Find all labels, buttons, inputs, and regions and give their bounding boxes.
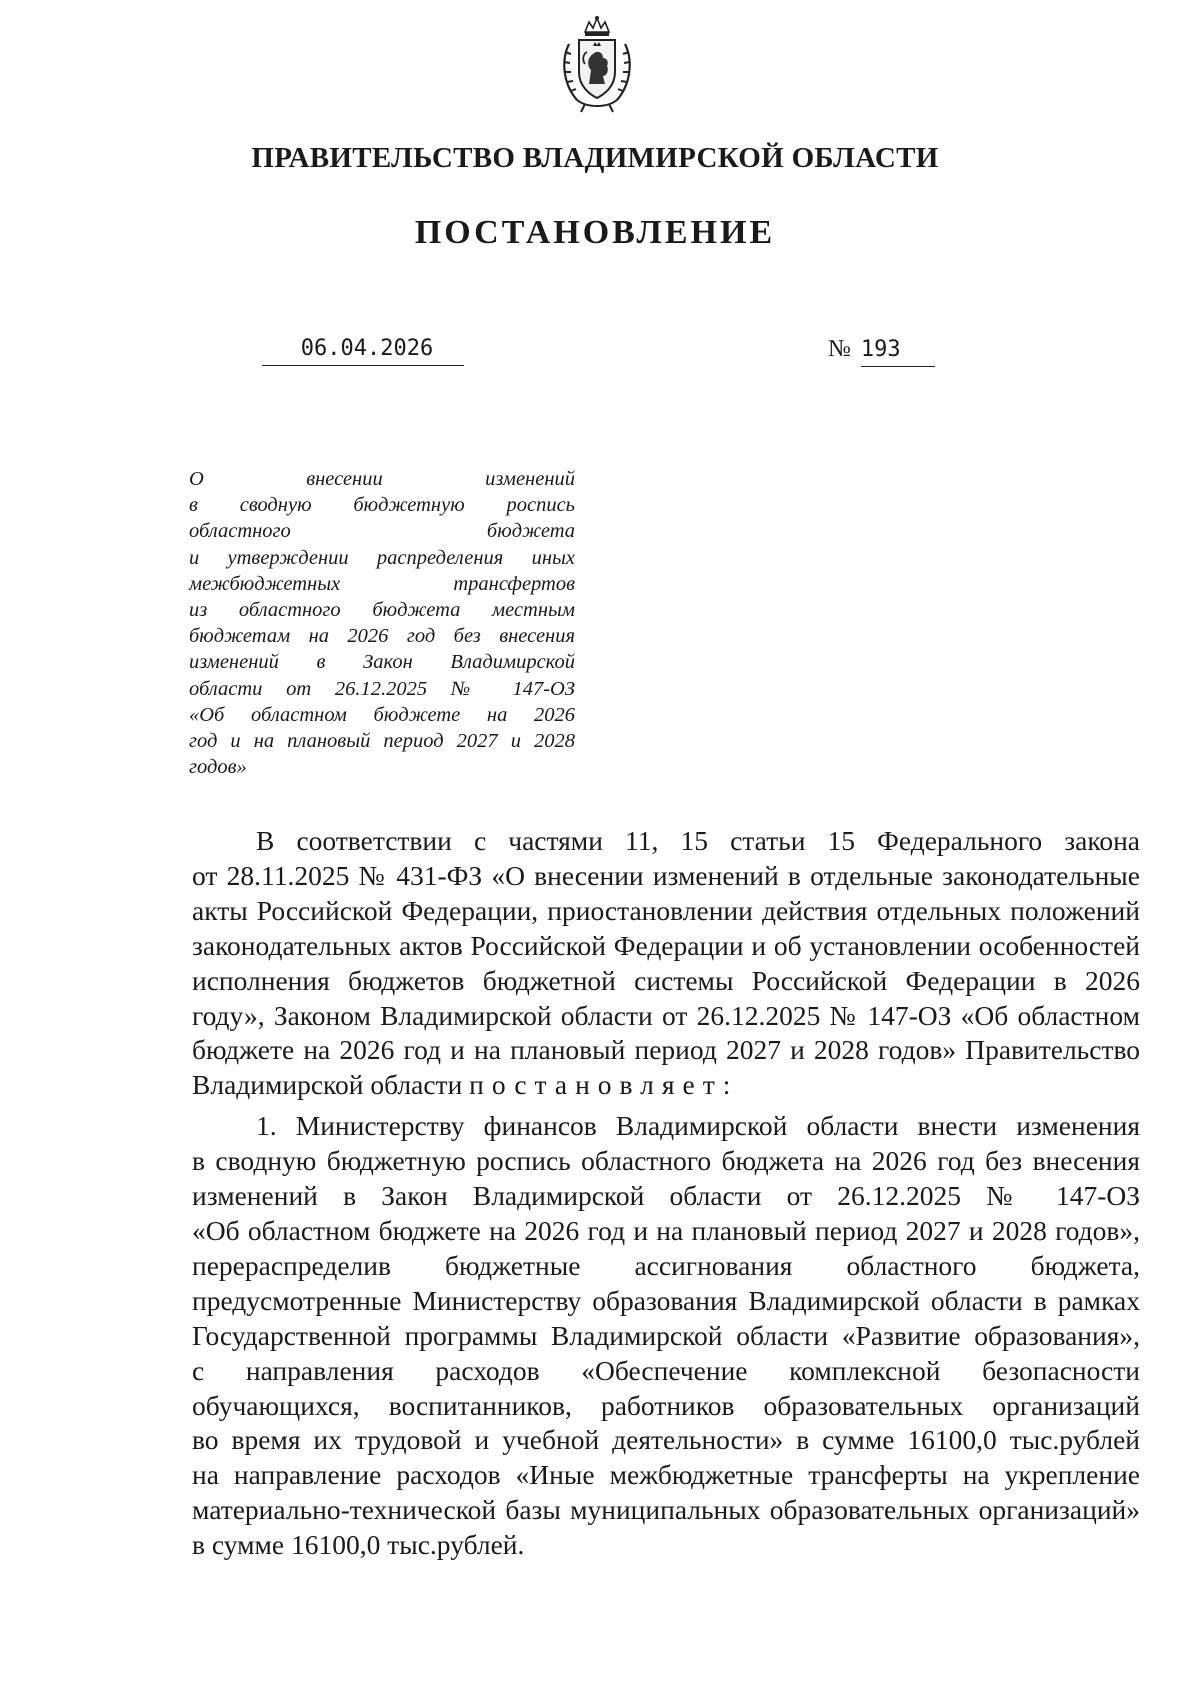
- subject-line: О внесении изменений: [189, 468, 575, 490]
- preamble-line: акты Российской Федерации, приостановлении действия отдельных положений: [192, 894, 1140, 926]
- subject-line: и утверждении распределения иных: [189, 546, 575, 569]
- preamble-line: [192, 1068, 1140, 1103]
- number-value: 193: [861, 337, 935, 367]
- subject-line: «Об областном бюджете на 2026: [189, 703, 575, 726]
- preamble-line: законодательных актов Российской Федерации и об установлении особенностей: [192, 929, 1140, 961]
- preamble-line: году», Законом Владимирской области от 26.12.2025 № 147-ОЗ «Об областном: [192, 999, 1140, 1031]
- resolution-verb: постановляет:: [469, 1069, 739, 1101]
- item-line: изменений в Закон Владимирской области от 26.12.2025 № 147-ОЗ: [192, 1180, 1140, 1212]
- preamble-line: В соответствии с частями 11, 15 статьи 15 Федерального закона: [256, 825, 1140, 856]
- item-line: в сумме 16100,0 тыс.рублей.: [192, 1529, 525, 1561]
- preamble-line: бюджете на 2026 год и на плановый период 2027 и 2028 годов» Правительство: [192, 1034, 1140, 1066]
- item-line: на направление расходов «Иные межбюджетные трансферты на укрепление: [192, 1459, 1140, 1491]
- subject-line: из областного бюджета местным: [189, 599, 575, 622]
- subject-line: в сводную бюджетную роспись: [189, 494, 575, 517]
- item-line: во время их трудовой и учебной деятельности» в сумме 16100,0 тыс.рублей: [192, 1424, 1140, 1456]
- subject-line: изменений в Закон Владимирской: [189, 651, 575, 674]
- subject-line: межбюджетных трансфертов: [189, 572, 575, 595]
- document-body: [192, 824, 1140, 1563]
- item-line: 1. Министерству финансов Владимирской области внести изменения: [256, 1110, 1140, 1142]
- item-line: предусмотренные Министерству образования Владимирской области в рамках: [192, 1284, 1140, 1316]
- item-line: обучающихся, воспитанников, работников образовательных организаций: [192, 1389, 1140, 1421]
- item-line: с направления расходов «Обеспечение комплексной безопасности: [192, 1354, 1140, 1386]
- preamble-line: исполнения бюджетов бюджетной системы Российской Федерации в 2026: [192, 964, 1140, 996]
- subject-line: бюджетам на 2026 год без внесения: [189, 625, 575, 648]
- preamble-last-prefix: Владимирской области: [192, 1069, 463, 1101]
- subject-line: областного бюджета: [189, 520, 575, 543]
- document-subject: [189, 466, 575, 780]
- item-line: «Об областном бюджете на 2026 год и на плановый период 2027 и 2028 годов»,: [192, 1214, 1140, 1246]
- item-line: Государственной программы Владимирской области «Развитие образования»,: [192, 1319, 1140, 1351]
- document-number: [828, 336, 935, 367]
- document-type-title: ПОСТАНОВЛЕНИЕ: [414, 214, 776, 251]
- document-date: 06.04.2026: [262, 336, 464, 366]
- preamble-line: от 28.11.2025 № 431-ФЗ «О внесении изменений в отдельные законодательные: [192, 859, 1140, 891]
- item-line: перераспределив бюджетные ассигнования областного бюджета,: [192, 1249, 1140, 1281]
- item-line: в сводную бюджетную роспись областного бюджета на 2026 год без внесения: [192, 1145, 1140, 1177]
- item-line: материально-технической базы муниципальных образовательных организаций»: [192, 1494, 1140, 1526]
- subject-line: год и на плановый период 2027 и 2028: [189, 730, 575, 753]
- coat-of-arms-icon: [555, 14, 639, 114]
- subject-line: области от 26.12.2025 № 147-ОЗ: [189, 677, 575, 700]
- organization-title: ПРАВИТЕЛЬСТВО ВЛАДИМИРСКОЙ ОБЛАСТИ: [251, 142, 939, 174]
- number-sign: №: [828, 336, 851, 362]
- subject-line: годов»: [189, 756, 247, 779]
